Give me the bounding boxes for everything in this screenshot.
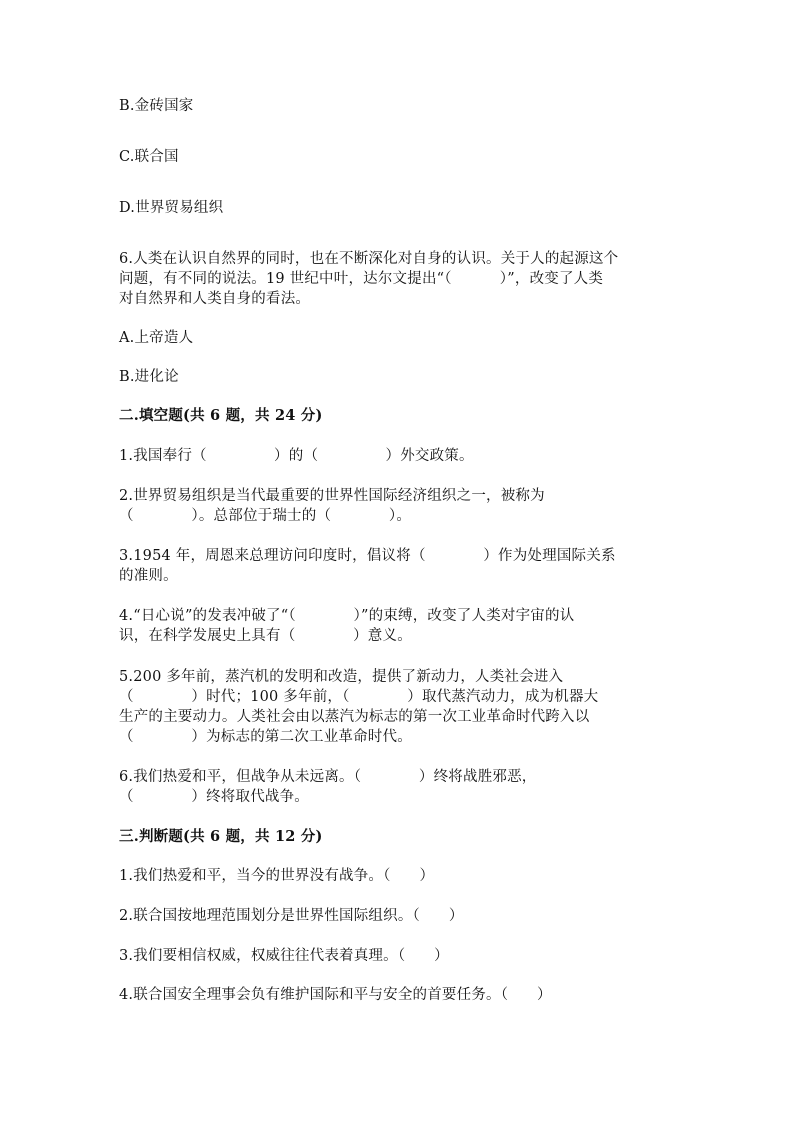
question-6-line-3: 对自然界和人类自身的看法。 <box>119 291 311 307</box>
fill-question-3-line-2: 的准则。 <box>119 568 178 584</box>
fill-question-1: 1.我国奉行（ ）的（ ）外交政策。 <box>119 448 474 464</box>
fill-question-3-line-1: 3.1954 年，周恩来总理访问印度时，倡议将（ ）作为处理国际关系 <box>119 548 616 564</box>
judge-question-2: 2.联合国按地理范围划分是世界性国际组织。（ ） <box>119 908 464 924</box>
option-d-wto: D.世界贸易组织 <box>119 200 224 216</box>
fill-question-5-line-1: 5.200 多年前，蒸汽机的发明和改造，提供了新动力，人类社会进入 <box>119 669 564 685</box>
section-true-false-heading: 三.判断题(共 6 题，共 12 分) <box>119 828 323 845</box>
fill-question-4-line-2: 识，在科学发展史上具有（ ）意义。 <box>119 628 412 644</box>
question-6-option-a: A.上帝造人 <box>119 330 194 346</box>
fill-question-2-line-1: 2.世界贸易组织是当代最重要的世界性国际经济组织之一，被称为 <box>119 488 545 504</box>
option-c-un: C.联合国 <box>119 149 179 165</box>
judge-question-4: 4.联合国安全理事会负有维护国际和平与安全的首要任务。（ ） <box>119 987 552 1003</box>
fill-question-5-line-3: 生产的主要动力。人类社会由以蒸汽为标志的第一次工业革命时代跨入以 <box>119 709 590 725</box>
fill-question-2-line-2: （ ）。总部位于瑞士的（ ）。 <box>119 508 412 524</box>
option-b-brics: B.金砖国家 <box>119 98 194 114</box>
fill-question-6-line-2: （ ）终将取代战争。 <box>119 789 310 805</box>
judge-question-3: 3.我们要相信权威，权威往往代表着真理。（ ） <box>119 948 449 964</box>
question-6-line-1: 6.人类在认识自然界的同时，也在不断深化对自身的认识。关于人的起源这个 <box>119 251 619 267</box>
fill-question-4-line-1: 4.“日心说”的发表冲破了“（ ）”的束缚，改变了人类对宇宙的认 <box>119 608 575 624</box>
section-fill-blank-heading: 二.填空题(共 6 题，共 24 分) <box>119 407 323 424</box>
judge-question-1: 1.我们热爱和平，当今的世界没有战争。（ ） <box>119 868 435 884</box>
fill-question-5-line-4: （ ）为标志的第二次工业革命时代。 <box>119 729 412 745</box>
question-6-line-2: 问题，有不同的说法。19 世纪中叶，达尔文提出“（ ）”，改变了人类 <box>119 271 604 287</box>
question-6-option-b: B.进化论 <box>119 369 179 385</box>
fill-question-6-line-1: 6.我们热爱和平，但战争从未远离。（ ）终将战胜邪恶， <box>119 769 537 785</box>
fill-question-5-line-2: （ ）时代；100 多年前，（ ）取代蒸汽动力，成为机器大 <box>119 689 599 705</box>
